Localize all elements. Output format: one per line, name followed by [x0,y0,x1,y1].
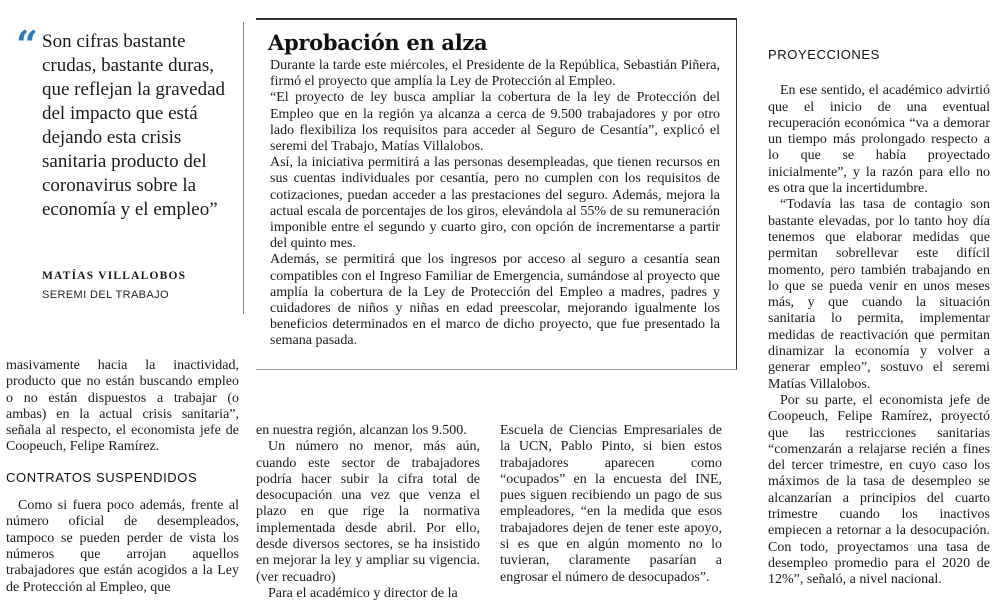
article-paragraph: Por su parte, el economista jefe de Coopeuch, Felipe Ramírez, proyectó que las restricciones sanitarias “comenzarán a relajarse recién a fines del tercer trimestre, en cuyo caso los máximos de la tasa de desempleo se alcanzarían a principios del cuarto trimestre cuando los inactivos empiecen a retornar a la desocupación. Con todo, proyectamos una tasa de desempleo promedio para el 2020 de 12%”, señaló, a nivel nacional. [768,392,990,588]
article-paragraph: En ese sentido, el académico advirtió que el inicio de una eventual recuperación económica “va a demorar un tiempo más prolongado respecto a lo que se había proyectado inicialmente”, y la razón para ello no es otra que la incertidumbre. [768,83,990,197]
inset-paragraph: Así, la iniciativa permitirá a las personas desempleadas, que tienen recursos en sus cuentas individuales por cesantía, pero no cumplen con los requisitos de cotizaciones, puedan acceder a las prestaciones del seguro. Además, mejora la actual escala de porcentajes de los giros, elevándola al 55% de su remuneración imponible entre el segundo y cuarto giro, con opción de incrementarse a partir del quinto mes. [270,155,720,252]
pull-quote-role: SEREMI DEL TRABAJO [42,289,170,301]
section-heading-contratos: CONTRATOS SUSPENDIDOS [6,469,198,485]
article-paragraph: Como si fuera poco además, frente al número oficial de desempleados, tampoco se pueden perder de vista los números que arrojan aquellos trabajadores que están acogidos a la Ley de Protección al Empleo, que [6,498,239,595]
inset-paragraph: Durante la tarde este miércoles, el Presidente de la República, Sebastián Piñera, firmó el proyecto que amplía la Ley de Protección al Empleo. [270,58,720,90]
article-paragraph: Un número no menor, más aún, cuando este sector de trabajadores podría hacer subir la cifra total de desocupación una vez que venza el plazo en que rige la normativa implementada desde abril. Por ello, desde diversos sectores, se ha insistido en mejorar la ley y ampliar su vigencia. (ver recuadro) [256,439,480,585]
inset-box [256,18,737,370]
article-paragraph: Escuela de Ciencias Empresariales de la UCN, Pablo Pinto, si bien estos trabajadores aparecen como “ocupados” en la encuesta del INE, pues siguen recibiendo un pago de sus empleadores, “en la medida que esos trabajadores dejen de tener este apoyo, si es que en algún momento no lo tuvieran, claramente pasarían a engrosar el número de desocupados”. [500,423,722,585]
inset-body [270,58,720,350]
article-paragraph: Para el académico y director de la [268,585,458,601]
article-paragraph: masivamente hacia la inactividad, producto que no están buscando empleo o no están dispuestos a trabajar (o ambas) en la actual crisis sanitaria”, señala al respecto, el economista jefe de Coopeuch, Felipe Ramírez. [6,358,239,455]
article-column-3 [500,423,722,586]
article-paragraph: “Todavía las tasa de contagio son bastante elevadas, por lo tanto hoy día tenemos que elaborar medidas que permitan sobrellevar este difícil momento, pero también trabajando en lo que se pueda venir en unos meses más, y que cuando la situación sanitaria lo permita, implementar medidas de reactivación que permitan dinamizar la economía y volver a generar empleo”, sostuvo el seremi Matías Villalobos. [768,197,990,392]
article-column-4 [768,47,990,589]
pull-quote [6,22,244,314]
pull-quote-author: MATÍAS VILLALOBOS [42,270,187,282]
article-column-1 [6,358,239,596]
pull-quote-text: Son cifras bastante crudas, bastante duras, que reflejan la gravedad del impacto que está dejando esta crisis sanitaria producto del coronavirus sobre la economía y el empleo” [42,31,226,220]
article-column-2 [256,423,480,602]
quote-mark-icon: “ [16,22,35,67]
article-paragraph: en nuestra región, alcanzan los 9.500. [256,423,467,438]
inset-paragraph: “El proyecto de ley busca ampliar la cobertura de la ley de Protección del Empleo que en la región ya alcanza a cerca de 9.500 trabajadores y por otro lado flexibiliza los requisitos para acceder al Seguro de Cesantía”, explicó el seremi del Trabajo, Matías Villalobos. [270,90,720,155]
section-heading-proyecciones: PROYECCIONES [768,47,880,62]
inset-paragraph: Además, se permitirá que los ingresos por acceso al seguro a cesantía sean compatibles con el Ingreso Familiar de Emergencia, sumándose al proyecto que amplía la cobertura de la Ley de Protección del Empleo a madres, padres y cuidadores de niños y niñas en edad preescolar, mejorando igualmente los beneficios determinados en el marco de dicho proyecto, que fue presentado la semana pasada. [270,252,720,349]
inset-title: Aprobación en alza [268,30,488,55]
